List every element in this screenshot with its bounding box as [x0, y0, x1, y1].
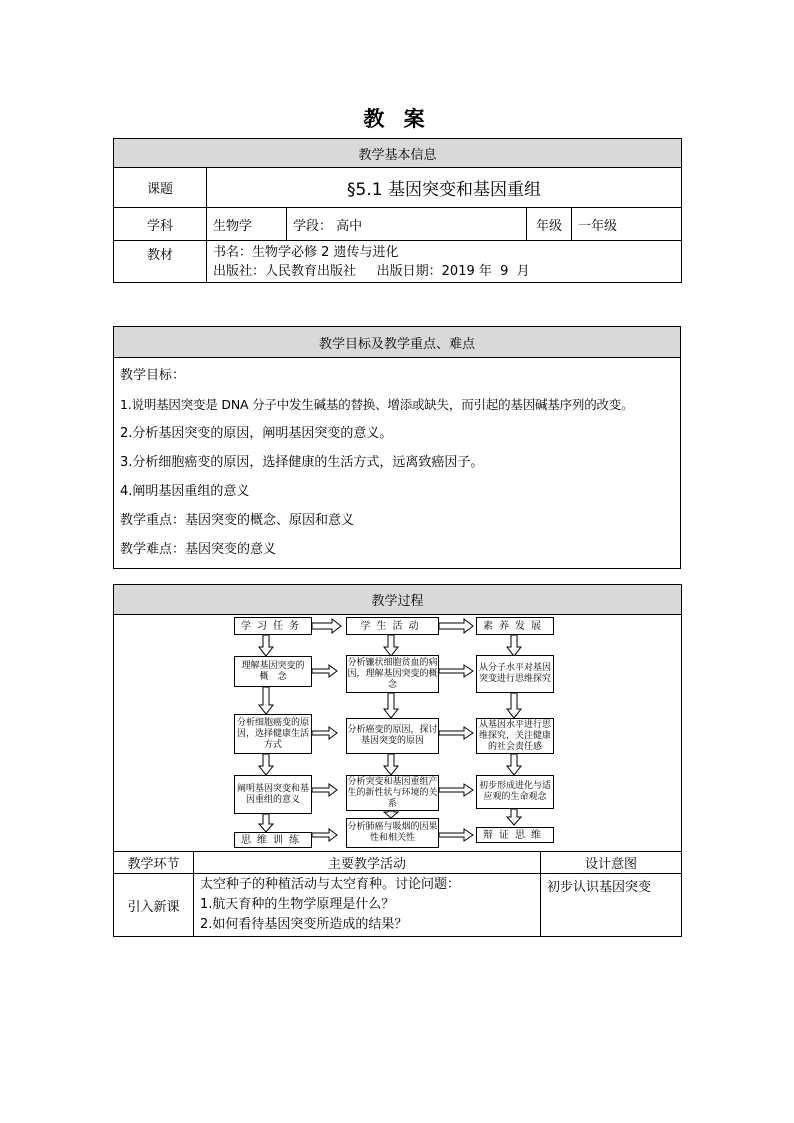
- publisher-line: 出版社：人民教育出版社 出版日期：2019 年 9 月: [213, 263, 530, 279]
- flow-task-3: 阐明基因突变和基因重组的意义: [234, 775, 312, 814]
- grade-label: 年级: [527, 208, 572, 241]
- stage-cell: [287, 208, 527, 241]
- arrow-right-icon: [312, 829, 337, 841]
- grade-value: 一年级: [572, 208, 682, 241]
- arrow-down-icon: [259, 635, 273, 656]
- arrow-right-icon: [312, 619, 341, 633]
- arrow-right-icon: [312, 727, 337, 739]
- key-point-line: 教学重点：基因突变的概念、原因和意义: [120, 513, 355, 528]
- arrow-down-icon: [259, 687, 273, 714]
- goals-line: 3.分析细胞癌变的原因，选择健康的生活方式，远离致癌因子。: [120, 455, 484, 470]
- arrow-right-icon: [439, 619, 473, 633]
- stage-label: 学段：: [293, 218, 333, 234]
- subject-value: 生物学: [207, 208, 287, 241]
- goals-line: 2.分析基因突变的原因，阐明基因突变的意义。: [120, 426, 393, 441]
- goals-body: [114, 358, 681, 569]
- goals-line: 1.说明基因突变是 DNA 分子中发生碱基的替换、增添或缺失，而引起的基因碱基序列的改变。: [120, 397, 634, 412]
- textbook-label: 教材: [114, 241, 207, 283]
- basic-info-header: 教学基本信息: [114, 139, 682, 168]
- arrow-down-icon: [384, 754, 398, 775]
- arrow-down-icon: [384, 635, 398, 656]
- flow-head-tasks: 学习任务: [234, 617, 312, 635]
- arrow-down-icon: [384, 693, 398, 718]
- flow-literacy-1: 从分子水平对基因突变进行思维探究: [476, 655, 554, 693]
- flow-literacy-4: 辩证思维: [476, 827, 554, 843]
- activity-line: 太空种子的种植活动与太空育种。讨论问题：: [200, 877, 461, 892]
- arrow-down-icon: [507, 754, 521, 775]
- arrow-down-icon: [507, 809, 521, 825]
- arrow-down-icon: [259, 814, 273, 832]
- flow-task-2: 分析细胞癌变的原因，选择健康生活方式: [234, 714, 312, 754]
- row-intent: 初步认识基因突变: [541, 874, 682, 937]
- process-header: 教学过程: [114, 585, 682, 615]
- arrow-right-icon: [439, 784, 473, 796]
- flow-task-4: 思维训练: [234, 832, 312, 848]
- stage-value: 高中: [336, 218, 363, 234]
- arrow-right-icon: [312, 665, 337, 677]
- flow-activity-4: 分析肺癌与吸烟的因果性和相关性: [346, 818, 439, 848]
- flow-activity-2: 分析癌变的原因，探讨基因突变的原因: [346, 718, 439, 754]
- difficulty-line: 教学难点：基因突变的意义: [120, 542, 277, 557]
- arrow-down-icon: [507, 693, 521, 718]
- arrow-right-icon: [312, 784, 337, 796]
- topic-label: 课题: [114, 168, 207, 208]
- col-intent-header: 设计意图: [541, 852, 682, 874]
- basic-info-table: [113, 138, 682, 283]
- arrow-down-icon: [384, 811, 398, 818]
- flow-head-activities: 学生活动: [346, 617, 439, 635]
- arrow-down-icon: [259, 754, 273, 775]
- flow-activity-1: 分析镰状细胞贫血的病因，理解基因突变的概念: [346, 655, 439, 693]
- col-activity-header: 主要教学活动: [194, 852, 541, 874]
- subject-label: 学科: [114, 208, 207, 241]
- goals-line: 教学目标：: [120, 368, 186, 383]
- goals-header: 教学目标及教学重点、难点: [114, 327, 681, 358]
- teaching-flow-diagram: [114, 614, 680, 851]
- arrow-down-icon: [507, 635, 521, 656]
- activity-line: 1.航天育种的生物学原理是什么？: [200, 897, 395, 912]
- flow-literacy-3: 初步形成进化与适应观的生命观念: [476, 775, 554, 809]
- arrow-right-icon: [439, 665, 473, 677]
- book-line: 书名：生物学必修 2 遗传与进化: [213, 244, 399, 260]
- flow-literacy-2: 从基因水平进行思维探究，关注健康的社会责任感: [476, 718, 554, 754]
- topic-value: §5.1 基因突变和基因重组: [207, 168, 682, 208]
- goals-table: [113, 326, 681, 569]
- arrow-right-icon: [439, 829, 473, 841]
- row-stage: 引入新课: [114, 874, 194, 937]
- page-title: 教 案: [363, 107, 431, 131]
- col-stage-header: 教学环节: [114, 852, 194, 874]
- flow-head-literacy: 素养发展: [476, 617, 554, 635]
- goals-line: 4.阐明基因重组的意义: [120, 484, 250, 499]
- flow-task-1: 理解基因突变的 概 念: [234, 656, 312, 687]
- flow-activity-3: 分析突变和基因重组产生的新性状与环境的关系: [346, 775, 439, 811]
- arrow-right-icon: [439, 727, 473, 739]
- activity-line: 2.如何看待基因突变所造成的结果？: [200, 917, 408, 932]
